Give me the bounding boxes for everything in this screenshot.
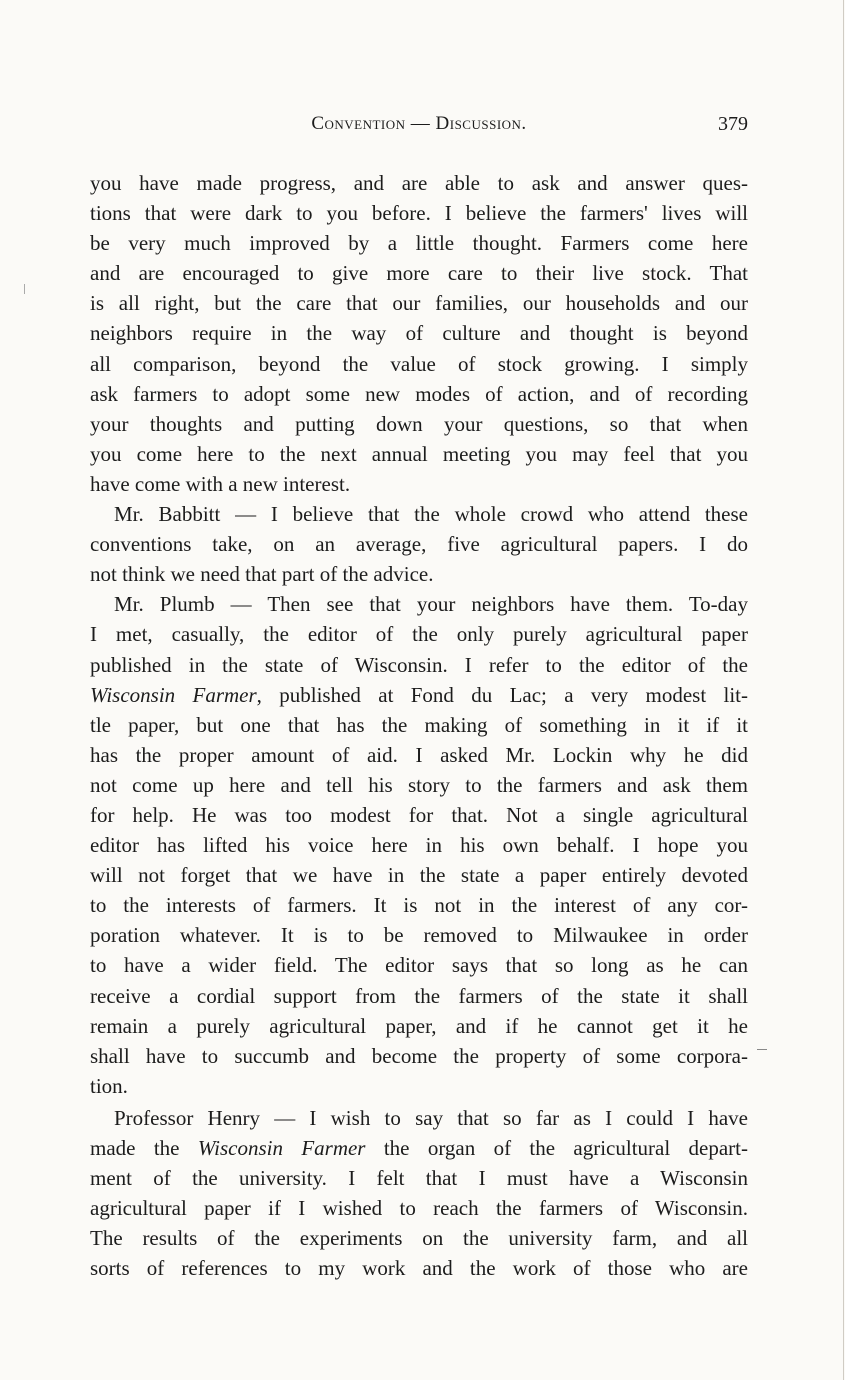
italic-title: Wisconsin Farmer: [197, 1136, 366, 1160]
body-text: [90, 168, 748, 1283]
text-line: agricultural paper if I wished to reach the farmers of Wisconsin.: [90, 1196, 748, 1221]
text-line: not think we need that part of the advice.: [90, 562, 434, 587]
page-header: [90, 113, 748, 141]
text-line: ment of the university. I felt that I must have a Wisconsin: [90, 1166, 748, 1191]
text-line: editor has lifted his voice here in his own behalf. I hope you: [90, 833, 748, 858]
text-line: I met, casually, the editor of the only purely agricultural paper: [90, 622, 748, 647]
running-title: Convention — Discussion.: [311, 113, 527, 134]
text-line: sorts of references to my work and the work of those who are: [90, 1256, 748, 1281]
text-line: conventions take, on an average, five agricultural papers. I do: [90, 532, 748, 557]
text-line: not come up here and tell his story to the farmers and ask them: [90, 772, 748, 797]
text-line: published in the state of Wisconsin. I refer to the editor of the: [90, 652, 748, 677]
text-line: Professor Henry — I wish to say that so far as I could I have: [114, 1105, 748, 1130]
text-line: and are encouraged to give more care to their live stock. That: [90, 261, 748, 286]
text-line: to have a wider field. The editor says that so long as he can: [90, 953, 748, 978]
text-line: has the proper amount of aid. I asked Mr. Lockin why he did: [90, 742, 748, 767]
text-line: tle paper, but one that has the making of something in it if it: [90, 712, 748, 737]
text-line: tion.: [90, 1073, 128, 1098]
italic-title: Wisconsin Farmer: [90, 682, 257, 707]
text-line: tions that were dark to you before. I believe the farmers' lives will: [90, 201, 748, 226]
text-line: have come with a new interest.: [90, 471, 351, 496]
text-line: receive a cordial support from the farmers of the state it shall: [90, 983, 748, 1008]
text-line: Wisconsin Farmer, published at Fond du Lac; a very modest lit-: [90, 682, 748, 707]
text-line: for help. He was too modest for that. Not a single agricultural: [90, 802, 748, 827]
text-line: remain a purely agricultural paper, and if he cannot get it he: [90, 1013, 748, 1038]
text-line: The results of the experiments on the university farm, and all: [90, 1226, 748, 1251]
page-edge: [843, 0, 844, 1380]
text-line: your thoughts and putting down your questions, so that when: [90, 411, 748, 436]
margin-dash: [757, 1049, 767, 1050]
text-line: ask farmers to adopt some new modes of action, and of recording: [90, 381, 748, 406]
text-line: made the Wisconsin Farmer the organ of the agricultural depart-: [90, 1136, 748, 1160]
page-number: 379: [718, 113, 748, 135]
text-line: poration whatever. It is to be removed to Milwaukee in order: [90, 923, 748, 948]
text-line: you come here to the next annual meeting you may feel that you: [90, 441, 748, 466]
text-line: to the interests of farmers. It is not in the interest of any cor-: [90, 893, 748, 918]
text-line: Mr. Babbitt — I believe that the whole crowd who attend these: [114, 502, 748, 527]
text-line: all comparison, beyond the value of stock growing. I simply: [90, 351, 748, 376]
text-line: is all right, but the care that our families, our households and our: [90, 291, 748, 316]
text-line: Mr. Plumb — Then see that your neighbors have them. To-day: [114, 592, 748, 617]
margin-tick: [24, 284, 25, 294]
text-line: will not forget that we have in the state a paper entirely devoted: [90, 863, 748, 888]
text-line: you have made progress, and are able to ask and answer ques-: [90, 171, 748, 195]
text-line: shall have to succumb and become the property of some corpora-: [90, 1043, 748, 1068]
text-line: neighbors require in the way of culture and thought is beyond: [90, 321, 748, 346]
text-line: be very much improved by a little thought. Farmers come here: [90, 231, 748, 256]
